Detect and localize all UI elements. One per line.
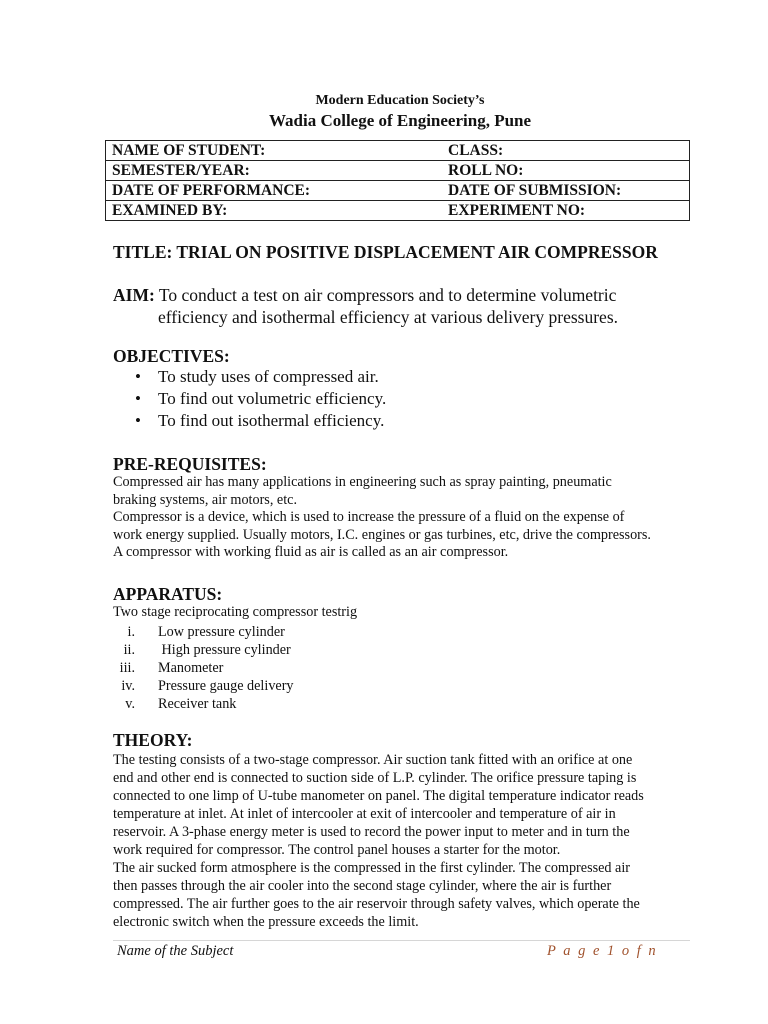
society-name: Modern Education Society’s <box>315 93 485 108</box>
list-text: Pressure gauge delivery <box>158 678 294 694</box>
table-row <box>106 161 690 181</box>
paragraph-line: end and other end is connected to suction side of L.P. cylinder. The orifice pressure taping is <box>113 770 637 786</box>
apparatus-intro: Two stage reciprocating compressor testrig <box>113 604 358 620</box>
bullet-icon: • <box>135 411 141 430</box>
list-number: i. <box>127 624 135 640</box>
footer-page-number: P a g e 1 o f n <box>547 943 658 959</box>
table-row <box>106 201 690 221</box>
footer-subject: Name of the Subject <box>117 943 234 959</box>
field-experiment-no: EXPERIMENT NO: <box>442 201 690 221</box>
aim-text-line1: To conduct a test on air compressors and to determine volumetric <box>158 285 617 305</box>
aim-text-line2: efficiency and isothermal efficiency at various delivery pressures. <box>158 307 619 327</box>
list-item: • To find out isothermal efficiency. <box>135 411 385 430</box>
paragraph-line: electronic switch when the pressure exceeds the limit. <box>113 914 419 930</box>
field-roll-no: ROLL NO: <box>442 161 690 181</box>
bullet-icon: • <box>135 367 141 386</box>
footer-divider <box>113 940 690 941</box>
paragraph-line: compressed. The air further goes to the air reservoir through safety valves, which operate the <box>113 896 640 912</box>
table-row <box>106 181 690 201</box>
field-date-of-performance: DATE OF PERFORMANCE: <box>106 181 443 201</box>
paragraph-line: reservoir. A 3-phase energy meter is used to record the power input to meter and in turn the <box>113 824 630 840</box>
paragraph-line: work energy supplied. Usually motors, I.C. engines or gas turbines, etc, drive the compressors. <box>113 526 651 543</box>
list-number: ii. <box>123 642 135 658</box>
paragraph-line: Compressor is a device, which is used to increase the pressure of a fluid on the expense of <box>113 509 625 525</box>
list-text: Low pressure cylinder <box>158 624 285 640</box>
objectives-list <box>113 366 386 432</box>
list-text: Receiver tank <box>158 696 237 712</box>
list-item: • To find out volumetric efficiency. <box>135 389 387 408</box>
paragraph-line: A compressor with working fluid as air is called as an air compressor. <box>113 544 509 560</box>
paragraph-line: braking systems, air motors, etc. <box>113 491 298 508</box>
paragraph-line: The air sucked form atmosphere is the compressed in the first cylinder. The compressed air <box>113 860 631 876</box>
college-name: Wadia College of Engineering, Pune <box>268 111 532 130</box>
theory-body <box>113 751 693 931</box>
field-semester-year: SEMESTER/YEAR: <box>106 161 443 181</box>
list-text: High pressure cylinder <box>158 642 291 658</box>
list-number: v. <box>125 696 135 712</box>
list-number: iv. <box>121 678 135 694</box>
aim-label: AIM: <box>113 285 155 305</box>
prerequisites-heading: PRE-REQUISITES: <box>113 454 267 474</box>
field-date-of-submission: DATE OF SUBMISSION: <box>442 181 690 201</box>
paragraph-line: connected to one limp of U-tube manometer on panel. The digital temperature indicator reads <box>113 788 644 804</box>
aim-section <box>113 284 690 328</box>
list-text: Manometer <box>158 660 224 676</box>
student-info-table <box>105 140 690 221</box>
experiment-title: TITLE: TRIAL ON POSITIVE DISPLACEMENT AIR COMPRESSOR <box>113 242 658 262</box>
field-name-of-student: NAME OF STUDENT: <box>106 141 443 161</box>
paragraph-line: temperature at inlet. At inlet of intercooler at exit of intercooler and temperature of air in <box>113 806 616 822</box>
table-row <box>106 141 690 161</box>
apparatus-heading: APPARATUS: <box>113 584 223 604</box>
paragraph-line: work required for compressor. The control panel houses a starter for the motor. <box>113 842 561 858</box>
field-examined-by: EXAMINED BY: <box>106 201 443 221</box>
bullet-icon: • <box>135 389 141 408</box>
objectives-heading: OBJECTIVES: <box>113 346 230 366</box>
paragraph-line: Compressed air has many applications in engineering such as spray painting, pneumatic <box>113 474 612 490</box>
paragraph-line: The testing consists of a two-stage compressor. Air suction tank fitted with an orifice at one <box>113 752 633 768</box>
paragraph-line: then passes through the air cooler into the second stage cylinder, where the air is further <box>113 878 612 894</box>
list-item: • To study uses of compressed air. <box>135 367 379 386</box>
theory-heading: THEORY: <box>113 730 193 750</box>
field-class: CLASS: <box>442 141 690 161</box>
prerequisites-body <box>113 474 703 562</box>
list-number: iii. <box>119 660 135 676</box>
